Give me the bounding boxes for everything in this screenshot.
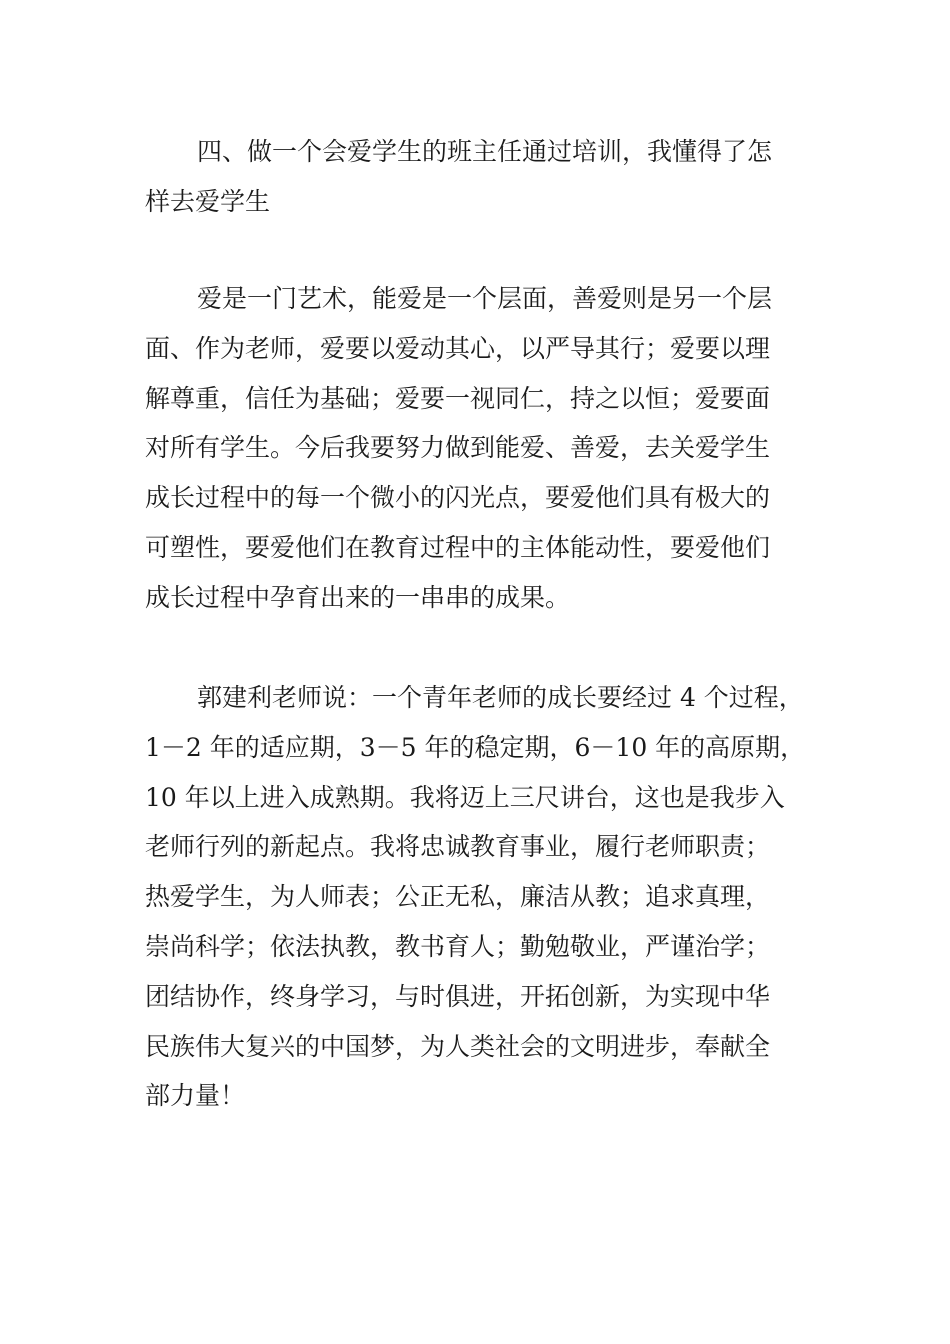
paragraph-teacher-growth	[145, 673, 835, 1121]
text-line: 解尊重，信任为基础；爱要一视同仁，持之以恒；爱要面	[145, 383, 771, 413]
text-line: 成长过程中孕育出来的一串串的成果。	[145, 582, 571, 612]
text-line: 老师行列的新起点。我将忠诚教育事业，履行老师职责；	[145, 832, 771, 862]
text-line: 团结协作，终身学习，与时俱进，开拓创新，为实现中华	[145, 981, 771, 1011]
text-line: 四、做一个会爱学生的班主任通过培训，我懂得了怎	[197, 137, 773, 166]
paragraph-heading-love-students	[145, 127, 835, 227]
text-line: 崇尚科学；依法执教，教书育人；勤勉敬业，严谨治学；	[145, 931, 771, 961]
text-line: 部力量！	[145, 1081, 246, 1111]
text-line: 10 年以上进入成熟期。我将迈上三尺讲台，这也是我步入	[145, 782, 785, 812]
text-line: 郭建利老师说：一个青年老师的成长要经过 4 个过程，	[197, 683, 804, 712]
text-line: 1－2 年的适应期，3－5 年的稳定期，6－10 年的高原期，	[145, 732, 806, 762]
text-line: 成长过程中的每一个微小的闪光点，要爱他们具有极大的	[145, 483, 771, 513]
paragraph-love-is-art	[145, 274, 835, 623]
text-line: 热爱学生，为人师表；公正无私，廉洁从教；追求真理，	[145, 882, 771, 912]
text-line: 爱是一门艺术，能爱是一个层面，善爱则是另一个层	[197, 284, 773, 313]
text-line: 面、作为老师，爱要以爱动其心，以严导其行；爱要以理	[145, 333, 771, 363]
text-line: 样去爱学生	[145, 186, 271, 216]
text-line: 对所有学生。今后我要努力做到能爱、善爱，去关爱学生	[145, 433, 771, 463]
text-line: 可塑性，要爱他们在教育过程中的主体能动性，要爱他们	[145, 532, 771, 562]
text-line: 民族伟大复兴的中国梦，为人类社会的文明进步，奉献全	[145, 1031, 771, 1061]
